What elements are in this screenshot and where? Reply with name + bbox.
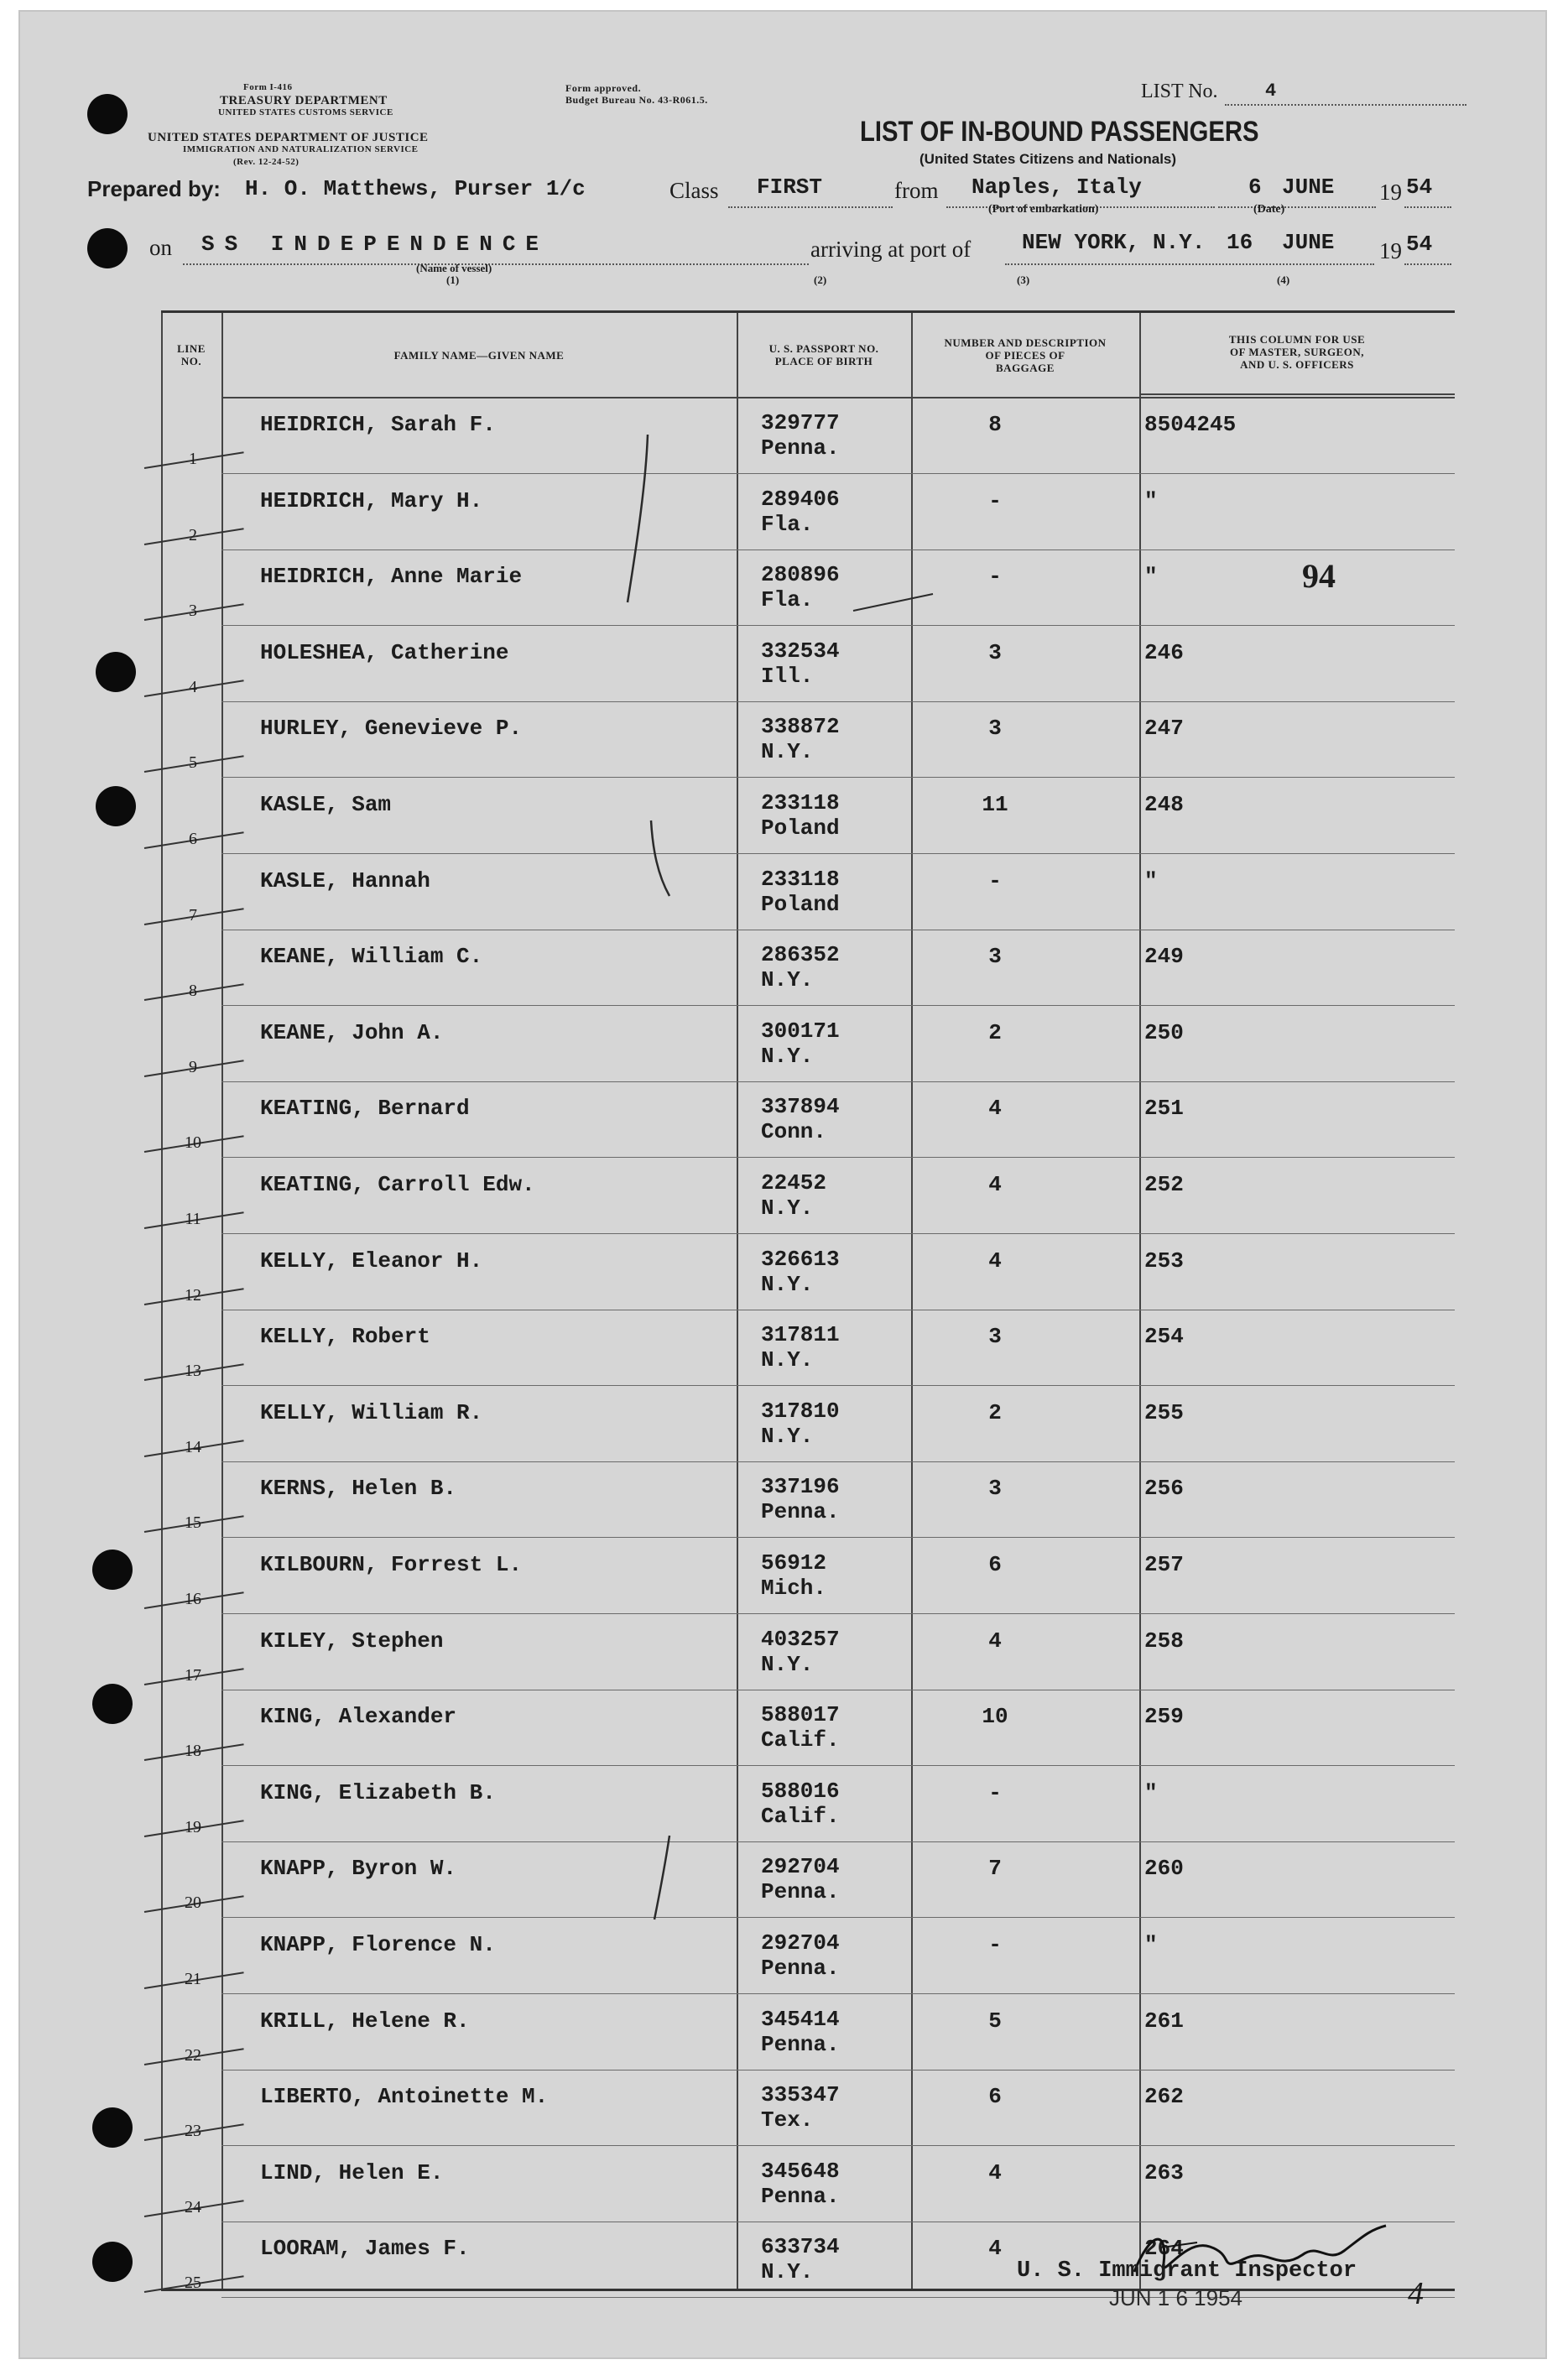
from-value: Naples, Italy bbox=[972, 174, 1142, 200]
passenger-name: KNAPP, Florence N. bbox=[260, 1932, 496, 1957]
table-row bbox=[161, 930, 1455, 1006]
place-of-birth: Poland bbox=[761, 815, 840, 841]
place-of-birth: Penna. bbox=[761, 1879, 840, 1905]
passenger-name: KILEY, Stephen bbox=[260, 1628, 444, 1654]
class-label: Class bbox=[669, 178, 719, 203]
baggage-count: - bbox=[988, 487, 1002, 513]
officer-note: " bbox=[1144, 1779, 1158, 1805]
justice-dept: UNITED STATES DEPARTMENT OF JUSTICE bbox=[148, 131, 429, 144]
officer-note: 261 bbox=[1144, 2008, 1184, 2034]
line-number: 9 bbox=[189, 1057, 197, 1076]
date-caption: (Date) bbox=[1253, 203, 1285, 216]
place-of-birth: N.Y. bbox=[761, 1043, 814, 1069]
pencil-stroke bbox=[623, 430, 656, 607]
passport-cell bbox=[761, 1930, 840, 1981]
passport-number: 300171 bbox=[761, 1018, 840, 1044]
baggage-count: 2 bbox=[988, 1399, 1002, 1425]
passport-number: 326613 bbox=[761, 1246, 840, 1272]
line-number: 4 bbox=[189, 677, 197, 696]
passport-number: 633734 bbox=[761, 2234, 840, 2260]
passport-number: 292704 bbox=[761, 1930, 840, 1956]
officer-note: 257 bbox=[1144, 1552, 1184, 1577]
dotted-rule bbox=[1225, 104, 1466, 106]
baggage-count: - bbox=[988, 1779, 1002, 1805]
punch-hole bbox=[87, 94, 128, 134]
baggage-count: 3 bbox=[988, 944, 1002, 970]
from-label: from bbox=[894, 178, 939, 203]
passport-number: 588017 bbox=[761, 1702, 840, 1728]
baggage-count: 6 bbox=[988, 2084, 1002, 2110]
table-row bbox=[161, 1995, 1455, 2070]
passenger-name: KEANE, John A. bbox=[260, 1019, 444, 1045]
line-number: 18 bbox=[185, 1742, 201, 1761]
punch-hole bbox=[92, 2107, 133, 2148]
passport-number: 289406 bbox=[761, 486, 840, 512]
officer-note: 250 bbox=[1144, 1019, 1184, 1045]
line-number: 2 bbox=[189, 525, 197, 544]
passenger-name: KASLE, Hannah bbox=[260, 867, 430, 893]
passport-cell bbox=[761, 1627, 840, 1677]
place-of-birth: Penna. bbox=[761, 1956, 840, 1981]
officer-note: 254 bbox=[1144, 1324, 1184, 1350]
table-row bbox=[161, 1690, 1455, 1766]
table-row bbox=[161, 398, 1455, 474]
pencil-stroke bbox=[849, 590, 941, 615]
class-value: FIRST bbox=[757, 174, 823, 200]
baggage-count: 4 bbox=[988, 2236, 1002, 2262]
passenger-name: KING, Elizabeth B. bbox=[260, 1779, 496, 1805]
place-of-birth: Mich. bbox=[761, 1576, 827, 1601]
passport-cell bbox=[761, 1170, 826, 1221]
passenger-name: KEANE, William C. bbox=[260, 944, 483, 970]
officer-note: 258 bbox=[1144, 1628, 1184, 1654]
passenger-name: HEIDRICH, Sarah F. bbox=[260, 412, 496, 437]
passport-number: 337196 bbox=[761, 1474, 840, 1500]
place-of-birth: N.Y. bbox=[761, 1347, 814, 1373]
list-no-label: LIST No. bbox=[1141, 81, 1218, 102]
place-of-birth: Fla. bbox=[761, 511, 814, 537]
table-row bbox=[161, 2147, 1455, 2222]
place-of-birth: N.Y. bbox=[761, 739, 814, 765]
passenger-name: HOLESHEA, Catherine bbox=[260, 639, 509, 665]
passport-cell bbox=[761, 1322, 840, 1373]
ins-service: IMMIGRATION AND NATURALIZATION SERVICE bbox=[183, 144, 419, 154]
baggage-count: - bbox=[988, 867, 1002, 893]
table-row bbox=[161, 1615, 1455, 1690]
passport-number: 588016 bbox=[761, 1778, 840, 1804]
officer-note: 256 bbox=[1144, 1476, 1184, 1502]
passenger-name: LOORAM, James F. bbox=[260, 2236, 470, 2262]
place-of-birth: Poland bbox=[761, 891, 840, 917]
place-of-birth: Penna. bbox=[761, 2183, 840, 2209]
line-number: 3 bbox=[189, 602, 197, 621]
passport-number: 329777 bbox=[761, 410, 840, 435]
baggage-count: 4 bbox=[988, 2159, 1002, 2185]
passenger-name: KILBOURN, Forrest L. bbox=[260, 1552, 523, 1577]
passport-number: 317811 bbox=[761, 1322, 840, 1348]
passport-cell bbox=[761, 790, 840, 841]
date-month: JUNE bbox=[1282, 174, 1335, 200]
form-subtitle: (United States Citizens and Nationals) bbox=[919, 151, 1177, 167]
passport-cell bbox=[761, 562, 840, 612]
baggage-count: 8 bbox=[988, 412, 1002, 437]
passport-cell bbox=[761, 2159, 840, 2209]
passenger-name: KELLY, Robert bbox=[260, 1324, 430, 1350]
baggage-count: - bbox=[988, 564, 1002, 590]
officer-note: 253 bbox=[1144, 1248, 1184, 1274]
punch-hole bbox=[92, 2242, 133, 2282]
passenger-name: KEATING, Carroll Edw. bbox=[260, 1172, 535, 1197]
table-row bbox=[161, 1462, 1455, 1538]
officer-note: 262 bbox=[1144, 2084, 1184, 2110]
baggage-count: 4 bbox=[988, 1172, 1002, 1197]
dotted-rule bbox=[183, 263, 809, 265]
passenger-name: LIND, Helen E. bbox=[260, 2159, 444, 2185]
header-line-no: LINE NO. bbox=[177, 342, 206, 367]
officer-note: 8504245 bbox=[1144, 412, 1237, 437]
row-rule bbox=[221, 2297, 1455, 2298]
passport-cell bbox=[761, 410, 840, 461]
punch-hole bbox=[87, 228, 128, 268]
officer-note: 251 bbox=[1144, 1096, 1184, 1122]
customs-service: UNITED STATES CUSTOMS SERVICE bbox=[218, 107, 393, 117]
officer-note: " bbox=[1144, 867, 1158, 893]
form-approved: Form approved. bbox=[565, 82, 642, 94]
line-number: 16 bbox=[185, 1590, 201, 1608]
passenger-name: KASLE, Sam bbox=[260, 792, 392, 817]
baggage-count: 5 bbox=[988, 2008, 1002, 2034]
pencil-stroke bbox=[648, 816, 673, 900]
port-caption: (Port of embarkation) bbox=[988, 203, 1099, 216]
passenger-name: HEIDRICH, Anne Marie bbox=[260, 564, 523, 590]
date-day: 6 bbox=[1248, 174, 1262, 200]
passport-cell bbox=[761, 2007, 840, 2057]
passport-cell bbox=[761, 1399, 840, 1449]
officer-note: 255 bbox=[1144, 1399, 1184, 1425]
header-passport: U. S. PASSPORT NO. PLACE OF BIRTH bbox=[768, 342, 879, 367]
baggage-count: 4 bbox=[988, 1096, 1002, 1122]
officer-note: 263 bbox=[1144, 2159, 1184, 2185]
baggage-count: 6 bbox=[988, 1552, 1002, 1577]
passport-number: 280896 bbox=[761, 562, 840, 588]
passenger-name: KERNS, Helen B. bbox=[260, 1476, 457, 1502]
table-row bbox=[161, 550, 1455, 626]
passport-number: 345414 bbox=[761, 2006, 840, 2032]
passport-number: 22452 bbox=[761, 1170, 827, 1195]
passenger-name: HURLEY, Genevieve P. bbox=[260, 716, 523, 742]
prepared-by: H. O. Matthews, Purser 1/c bbox=[245, 176, 586, 201]
header-baggage: NUMBER AND DESCRIPTION OF PIECES OF BAGGAGE bbox=[944, 336, 1107, 374]
baggage-count: 3 bbox=[988, 1324, 1002, 1350]
col-ref-2: (2) bbox=[814, 273, 827, 286]
col-ref-4: (4) bbox=[1277, 273, 1290, 286]
place-of-birth: Penna. bbox=[761, 1499, 840, 1525]
place-of-birth: Fla. bbox=[761, 587, 814, 613]
form-number: Form I-416 bbox=[243, 82, 293, 92]
place-of-birth: N.Y. bbox=[761, 1423, 814, 1449]
place-of-birth: Calif. bbox=[761, 1727, 840, 1753]
passenger-name: KELLY, Eleanor H. bbox=[260, 1248, 483, 1274]
line-number: 5 bbox=[189, 753, 197, 773]
passport-cell bbox=[761, 1018, 840, 1069]
passport-cell bbox=[761, 1854, 840, 1904]
passport-cell bbox=[761, 1474, 840, 1524]
punch-hole bbox=[92, 1684, 133, 1724]
place-of-birth: Penna. bbox=[761, 435, 840, 461]
dotted-rule bbox=[1218, 206, 1376, 208]
passenger-name: KEATING, Bernard bbox=[260, 1096, 470, 1122]
table-row bbox=[161, 1767, 1455, 1842]
passport-cell bbox=[761, 1779, 840, 1829]
line-number: 10 bbox=[185, 1133, 201, 1153]
line-number: 17 bbox=[185, 1665, 201, 1685]
baggage-count: 3 bbox=[988, 639, 1002, 665]
officer-note: " bbox=[1144, 487, 1158, 513]
line-number: 25 bbox=[185, 2274, 201, 2293]
passport-number: 332534 bbox=[761, 638, 840, 664]
officer-note: 248 bbox=[1144, 792, 1184, 817]
form-title: LIST OF IN-BOUND PASSENGERS bbox=[860, 116, 1259, 148]
passport-cell bbox=[761, 714, 840, 764]
arrival-day: 16 bbox=[1227, 230, 1253, 255]
table-row bbox=[161, 1919, 1455, 1994]
table-row bbox=[161, 2070, 1455, 2146]
baggage-count: 11 bbox=[982, 792, 1008, 817]
passport-cell bbox=[761, 2234, 840, 2284]
place-of-birth: N.Y. bbox=[761, 1195, 814, 1221]
table-row bbox=[161, 1842, 1455, 1918]
place-of-birth: Ill. bbox=[761, 663, 814, 689]
arrival-year-prefix: 19 bbox=[1379, 238, 1402, 263]
arrival-port: NEW YORK, N.Y. bbox=[1022, 230, 1206, 255]
col-ref-3: (3) bbox=[1017, 273, 1030, 286]
treasury-dept: TREASURY DEPARTMENT bbox=[220, 94, 388, 107]
table-row bbox=[161, 1007, 1455, 1082]
place-of-birth: Conn. bbox=[761, 1119, 827, 1145]
officer-note: 264 bbox=[1144, 2236, 1184, 2262]
arrival-year: 54 bbox=[1406, 232, 1433, 257]
line-number: 6 bbox=[189, 830, 197, 848]
officer-note: 252 bbox=[1144, 1172, 1184, 1197]
vessel-name: SS INDEPENDENCE bbox=[201, 232, 550, 257]
page-mark: 4 bbox=[1408, 2276, 1424, 2311]
line-number: 20 bbox=[185, 1893, 201, 1913]
table-row bbox=[161, 855, 1455, 930]
passport-number: 56912 bbox=[761, 1550, 827, 1576]
table-row bbox=[161, 1387, 1455, 1462]
line-number: 24 bbox=[185, 2197, 201, 2216]
inspector-label: U. S. Immigrant Inspector bbox=[1017, 2258, 1357, 2284]
dotted-rule bbox=[1404, 206, 1451, 208]
passport-cell bbox=[761, 1247, 840, 1297]
line-number: 13 bbox=[185, 1362, 201, 1381]
passport-number: 233118 bbox=[761, 790, 840, 815]
line-number: 7 bbox=[189, 905, 197, 925]
line-number: 8 bbox=[189, 982, 197, 1001]
vessel-caption: (Name of vessel) bbox=[416, 262, 492, 274]
line-number: 15 bbox=[185, 1513, 201, 1533]
passenger-name: LIBERTO, Antoinette M. bbox=[260, 2084, 549, 2110]
baggage-count: 7 bbox=[988, 1856, 1002, 1882]
passport-cell bbox=[761, 942, 840, 992]
table-row bbox=[161, 1159, 1455, 1234]
passport-cell bbox=[761, 1094, 840, 1144]
date-stamp: JUN 1 6 1954 bbox=[1109, 2285, 1242, 2310]
table-row bbox=[161, 1082, 1455, 1158]
passport-number: 335347 bbox=[761, 2082, 840, 2108]
officer-note: " bbox=[1144, 1932, 1158, 1957]
line-number: 19 bbox=[185, 1817, 201, 1836]
officer-note: 246 bbox=[1144, 639, 1184, 665]
table-row bbox=[161, 702, 1455, 778]
margin-number: 94 bbox=[1302, 557, 1336, 595]
dotted-rule bbox=[728, 206, 893, 208]
table-row bbox=[161, 475, 1455, 550]
table-row bbox=[161, 627, 1455, 702]
revision: (Rev. 12-24-52) bbox=[233, 157, 300, 167]
place-of-birth: N.Y. bbox=[761, 1651, 814, 1677]
line-number: 12 bbox=[185, 1285, 201, 1305]
baggage-count: 4 bbox=[988, 1628, 1002, 1654]
officer-note: 260 bbox=[1144, 1856, 1184, 1882]
arrival-month: JUNE bbox=[1282, 230, 1335, 255]
dotted-rule bbox=[1005, 263, 1374, 265]
passenger-name: KRILL, Helene R. bbox=[260, 2008, 470, 2034]
header-rule bbox=[1139, 393, 1455, 395]
place-of-birth: N.Y. bbox=[761, 967, 814, 993]
list-no-value: 4 bbox=[1265, 81, 1277, 102]
on-label: on bbox=[149, 235, 172, 260]
passport-number: 286352 bbox=[761, 942, 840, 968]
punch-hole bbox=[92, 1550, 133, 1590]
line-number: 22 bbox=[185, 2045, 201, 2065]
line-number: 21 bbox=[185, 1970, 201, 1988]
passport-number: 233118 bbox=[761, 866, 840, 892]
col-ref-1: (1) bbox=[446, 273, 460, 286]
baggage-count: - bbox=[988, 1932, 1002, 1957]
place-of-birth: N.Y. bbox=[761, 1271, 814, 1297]
date-year: 54 bbox=[1406, 174, 1433, 200]
line-number: 23 bbox=[185, 2122, 201, 2141]
officer-note: 247 bbox=[1144, 716, 1184, 742]
header-name: FAMILY NAME—GIVEN NAME bbox=[393, 348, 565, 362]
passport-cell bbox=[761, 638, 840, 689]
baggage-count: 3 bbox=[988, 716, 1002, 742]
passport-number: 337894 bbox=[761, 1094, 840, 1120]
passport-cell bbox=[761, 2082, 840, 2133]
baggage-count: 3 bbox=[988, 1476, 1002, 1502]
table-row bbox=[161, 779, 1455, 854]
prepared-label: Prepared by: bbox=[87, 176, 221, 201]
document-page bbox=[18, 10, 1547, 2359]
header-officers: THIS COLUMN FOR USE OF MASTER, SURGEON, AND U. S. OFFICERS bbox=[1228, 332, 1366, 371]
line-number: 1 bbox=[189, 450, 197, 468]
passport-number: 403257 bbox=[761, 1626, 840, 1652]
pencil-stroke bbox=[648, 1831, 673, 1924]
passport-number: 317810 bbox=[761, 1398, 840, 1424]
baggage-count: 2 bbox=[988, 1019, 1002, 1045]
officer-note: 249 bbox=[1144, 944, 1184, 970]
budget-bureau: Budget Bureau No. 43-R061.5. bbox=[565, 94, 708, 106]
baggage-count: 10 bbox=[982, 1704, 1008, 1730]
passport-number: 292704 bbox=[761, 1854, 840, 1880]
passenger-name: KELLY, William R. bbox=[260, 1399, 483, 1425]
table-row bbox=[161, 1539, 1455, 1614]
arriving-label: arriving at port of bbox=[810, 237, 972, 262]
passenger-table bbox=[161, 310, 1455, 2291]
passenger-name: KNAPP, Byron W. bbox=[260, 1856, 457, 1882]
place-of-birth: Penna. bbox=[761, 2031, 840, 2057]
place-of-birth: N.Y. bbox=[761, 2259, 814, 2285]
passport-cell bbox=[761, 867, 840, 917]
line-number: 11 bbox=[185, 1210, 201, 1228]
line-number: 14 bbox=[185, 1437, 201, 1456]
table-row bbox=[161, 1235, 1455, 1310]
passport-cell bbox=[761, 1550, 826, 1601]
passport-number: 338872 bbox=[761, 714, 840, 740]
place-of-birth: Calif. bbox=[761, 1803, 840, 1829]
place-of-birth: Tex. bbox=[761, 2107, 814, 2133]
passport-cell bbox=[761, 1702, 840, 1753]
dotted-rule bbox=[1404, 263, 1451, 265]
table-row bbox=[161, 1310, 1455, 1386]
passenger-name: KING, Alexander bbox=[260, 1704, 457, 1730]
officer-note: " bbox=[1144, 564, 1158, 590]
passport-number: 345648 bbox=[761, 2158, 840, 2184]
year-prefix: 19 bbox=[1379, 180, 1402, 205]
passport-cell bbox=[761, 487, 840, 537]
passenger-name: HEIDRICH, Mary H. bbox=[260, 487, 483, 513]
officer-note: 259 bbox=[1144, 1704, 1184, 1730]
punch-hole bbox=[96, 652, 136, 692]
baggage-count: 4 bbox=[988, 1248, 1002, 1274]
punch-hole bbox=[96, 786, 136, 826]
